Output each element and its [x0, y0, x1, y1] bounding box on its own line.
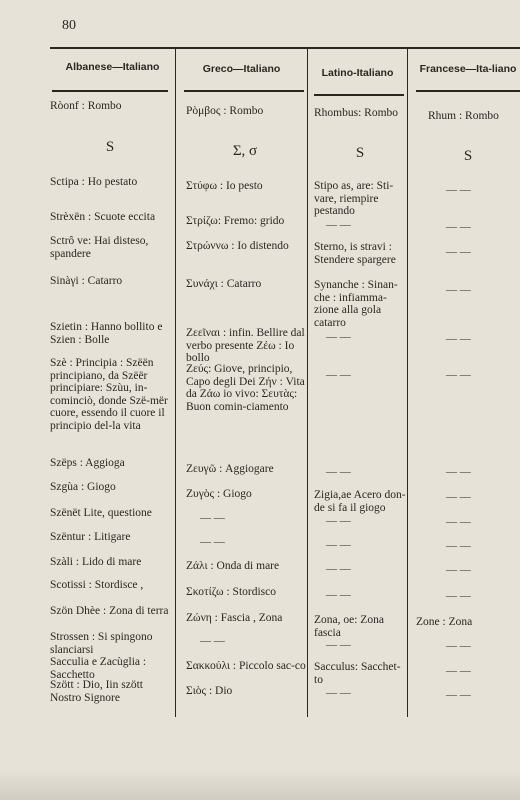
section-letter: S — [463, 148, 473, 164]
section-letter: S — [105, 139, 115, 155]
entry-albanian: Szött : Dio, Iin szött Nostro Signore — [50, 679, 143, 704]
empty-dash: — — — [446, 284, 471, 296]
entry-greek: Σιὸς : Dio — [186, 685, 233, 697]
header-french: Francese—Ita-liano — [419, 63, 517, 75]
entry-greek: Συνάχι : Catarro — [186, 278, 262, 290]
empty-dash: — — — [326, 639, 351, 651]
entry-albanian: Szön Dhèe : Zona di terra — [50, 605, 169, 617]
entry-greek: Ζυγὸς : Giogo — [186, 488, 252, 500]
header-greek: Greco—Italiano — [202, 63, 281, 75]
entry-latin: Zona, oe: Zona fascia — [314, 614, 384, 639]
empty-dash: — — — [326, 563, 351, 575]
entry-latin: Synanche : Sinan-che : infiamma-zione alla gola catarro — [314, 279, 398, 329]
entry-greek: Σακκούλι : Piccolo sac-co — [186, 660, 306, 672]
column-divider — [175, 49, 176, 717]
empty-dash: — — — [326, 466, 351, 478]
empty-dash: — — — [200, 512, 225, 524]
entry-greek: Ζεεῖναι : infin. Bellire dal verbo presente Ζέω : Io bollo — [186, 327, 305, 364]
entry-greek: Στρίζω: Fremo: grido — [186, 215, 285, 227]
header-rule — [184, 90, 304, 92]
entry-latin: Sacculus: Sacchet-to — [314, 661, 401, 686]
entry-albanian: Szënët Lite, questione — [50, 507, 152, 519]
entry-albanian: Szè : Principia : Szëën principiano, da Szëër principiare: Szùu, in-cominciò, donde Szë-mër cuore, essendo il cuore il principio del-la vita — [50, 357, 168, 432]
entry-albanian: Sacculia e Zacùglia : Sacchetto — [50, 656, 147, 681]
entry-greek: Ζάλι : Onda di mare — [186, 560, 280, 572]
entry-albanian: Scotissi : Stordisce , — [50, 579, 144, 591]
entry-greek: Ζώνη : Fascia , Zona — [186, 612, 283, 624]
empty-dash: — — — [446, 184, 471, 196]
page-number: 80 — [62, 18, 76, 33]
header-rule — [52, 90, 168, 92]
empty-dash: — — — [446, 665, 471, 677]
empty-dash: — — — [326, 515, 351, 527]
empty-dash: — — — [200, 536, 225, 548]
empty-dash: — — — [446, 369, 471, 381]
empty-dash: — — — [446, 246, 471, 258]
entry-albanian: Strèxën : Scuote eccita — [50, 211, 156, 223]
empty-dash: — — — [446, 221, 471, 233]
header-latin: Latino-Italiano — [321, 67, 394, 79]
entry-albanian: Strossen : Si spingono slanciarsi — [50, 631, 153, 656]
entry-albanian: Sctrô ve: Hai disteso, spandere — [50, 235, 149, 260]
entry-latin: Sterno, is stravi : Stendere spargere — [314, 241, 396, 266]
empty-dash: — — — [446, 640, 471, 652]
entry-albanian: Szëps : Aggioga — [50, 457, 125, 469]
page-bottom-shadow — [0, 770, 520, 800]
entry-latin: Stipo as, are: Sti-vare, riempire pestando — [314, 180, 394, 217]
entry-latin: Zigia,ae Acero don-de si fa il giogo — [314, 489, 406, 514]
empty-dash: — — — [200, 635, 225, 647]
section-letter: Σ, σ — [232, 143, 258, 159]
section-letter: S — [355, 145, 365, 161]
empty-dash: — — — [326, 369, 351, 381]
empty-dash: — — — [446, 516, 471, 528]
entry-greek: Ζεύς: Giove, principio, Capo degli Dei Ζήν : Vita da Ζάω io vivo: Σευτὰς: Buon comin-ciamento — [186, 363, 305, 413]
empty-dash: — — — [326, 539, 351, 551]
empty-dash: — — — [446, 466, 471, 478]
column-divider — [307, 49, 308, 717]
entry-albanian: Szàli : Lido di mare — [50, 556, 142, 568]
entry-albanian: Szietin : Hanno bollito e Szien : Bolle — [50, 321, 163, 346]
entry-albanian: Sinàγi : Catarro — [50, 275, 123, 287]
empty-dash: — — — [326, 219, 351, 231]
entry-greek: Ρὸμβος : Rombo — [186, 105, 264, 117]
empty-dash: — — — [446, 564, 471, 576]
empty-dash: — — — [326, 687, 351, 699]
entry-greek: Σκοτίζω : Stordisco — [186, 586, 277, 598]
header-albanian: Albanese—Italiano — [65, 61, 160, 73]
empty-dash: — — — [446, 333, 471, 345]
empty-dash: — — — [326, 589, 351, 601]
empty-dash: — — — [446, 590, 471, 602]
entry-latin: Rhombus: Rombo — [314, 107, 399, 119]
entry-albanian: Sctipa : Ho pestato — [50, 176, 138, 188]
empty-dash: — — — [326, 331, 351, 343]
entry-greek: Στρώννω : Io distendo — [186, 240, 289, 252]
empty-dash: — — — [446, 491, 471, 503]
entry-greek: Ζευγῶ : Aggiogare — [186, 463, 274, 475]
entry-albanian: Szgùa : Giogo — [50, 481, 116, 493]
entry-greek: Στύφω : Io pesto — [186, 180, 263, 192]
dictionary-table — [50, 49, 520, 769]
empty-dash: — — — [446, 689, 471, 701]
header-rule — [416, 90, 520, 92]
entry-french: Zone : Zona — [416, 616, 473, 628]
column-divider — [407, 49, 408, 717]
entry-albanian: Ròonf : Rombo — [50, 100, 122, 112]
header-rule — [314, 94, 404, 96]
entry-albanian: Szëntur : Litigare — [50, 531, 131, 543]
entry-french: Rhum : Rombo — [428, 110, 499, 122]
empty-dash: — — — [446, 540, 471, 552]
